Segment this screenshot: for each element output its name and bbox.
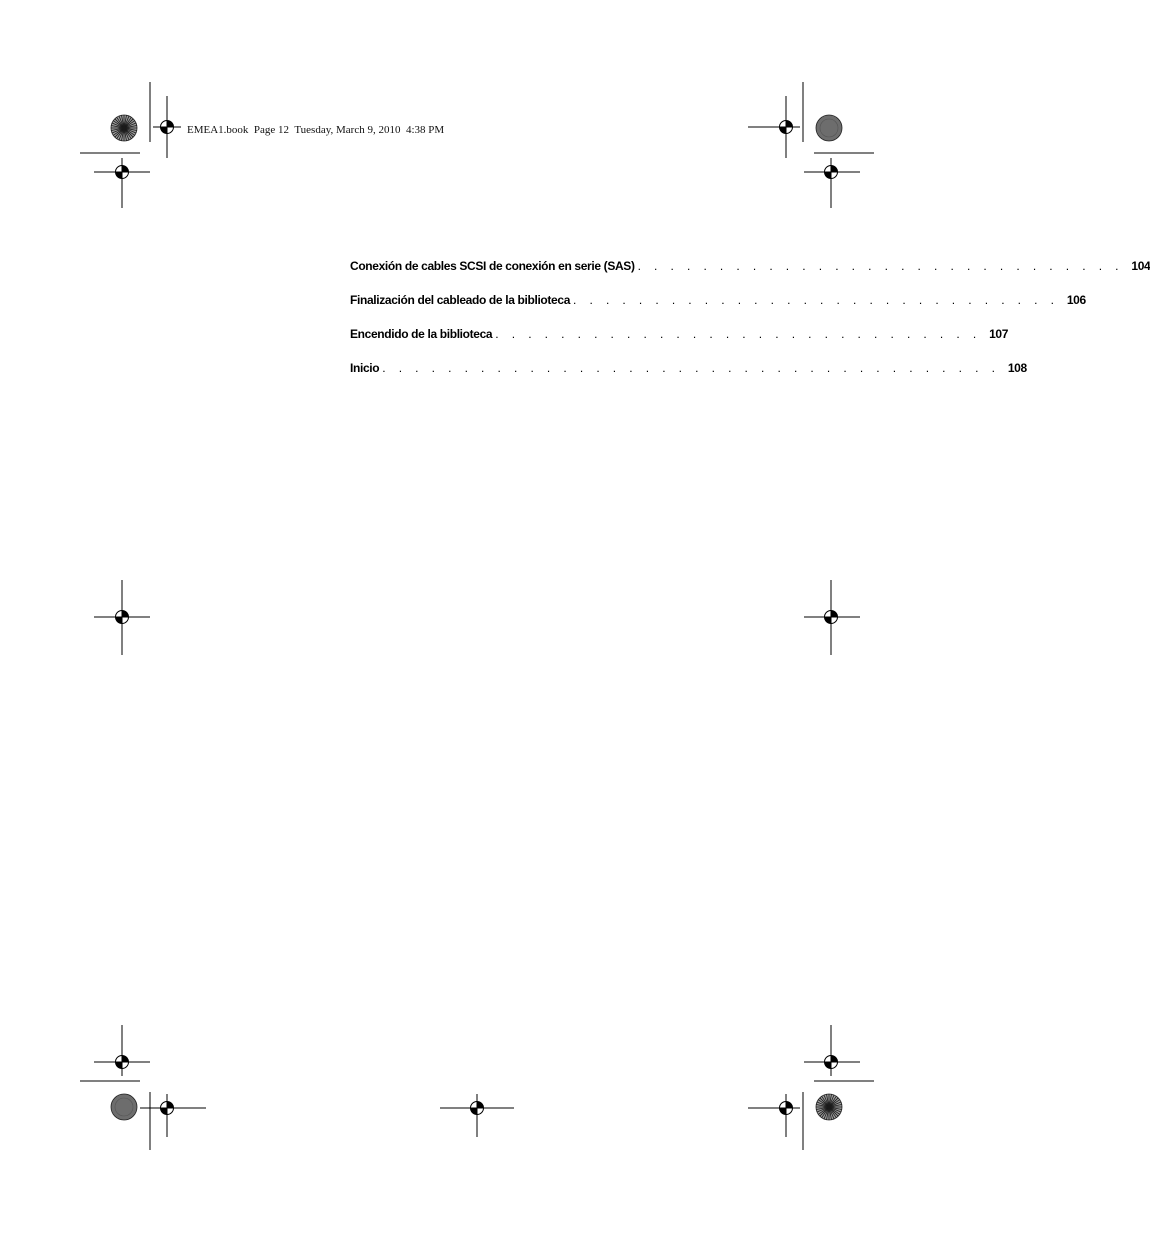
toc-entry[interactable] — [350, 259, 1150, 293]
table-of-contents — [350, 259, 1150, 395]
starburst-target-icon — [111, 115, 137, 141]
toc-page-number: 106 — [1066, 293, 1086, 307]
toc-entry[interactable] — [350, 327, 1009, 361]
print-header-slug: EMEA1.book Page 12 Tuesday, March 9, 2010 4:38 PM — [187, 124, 445, 136]
toc-entry-title: Encendido de la biblioteca — [350, 327, 493, 341]
starburst-target-icon — [816, 115, 842, 141]
toc-dot-leader: . . . . . . . . . . . . . . . . . . . . . . . . . . . . . . . . . . . . . . — [382, 361, 1000, 375]
toc-page-number: 104 — [1131, 259, 1150, 273]
toc-dot-leader: . . . . . . . . . . . . . . . . . . . . . . . . . . . . . . — [495, 327, 982, 341]
toc-dot-leader: . . . . . . . . . . . . . . . . . . . . . . . . . . . . . . — [573, 293, 1059, 307]
toc-entry-title: Inicio — [350, 361, 380, 375]
toc-dot-leader: . . . . . . . . . . . . . . . . . . . . . . . . . . . . . . — [637, 259, 1124, 273]
starburst-target-icon — [816, 1094, 842, 1120]
toc-page-number: 108 — [1007, 361, 1027, 375]
toc-page-number: 107 — [989, 327, 1009, 341]
toc-entry-title: Finalización del cableado de la biblioteca — [350, 293, 571, 307]
toc-entry[interactable] — [350, 361, 1027, 395]
toc-entry-title: Conexión de cables SCSI de conexión en serie (SAS) — [350, 259, 635, 273]
starburst-target-icon — [111, 1094, 137, 1120]
toc-entry[interactable] — [350, 293, 1086, 327]
